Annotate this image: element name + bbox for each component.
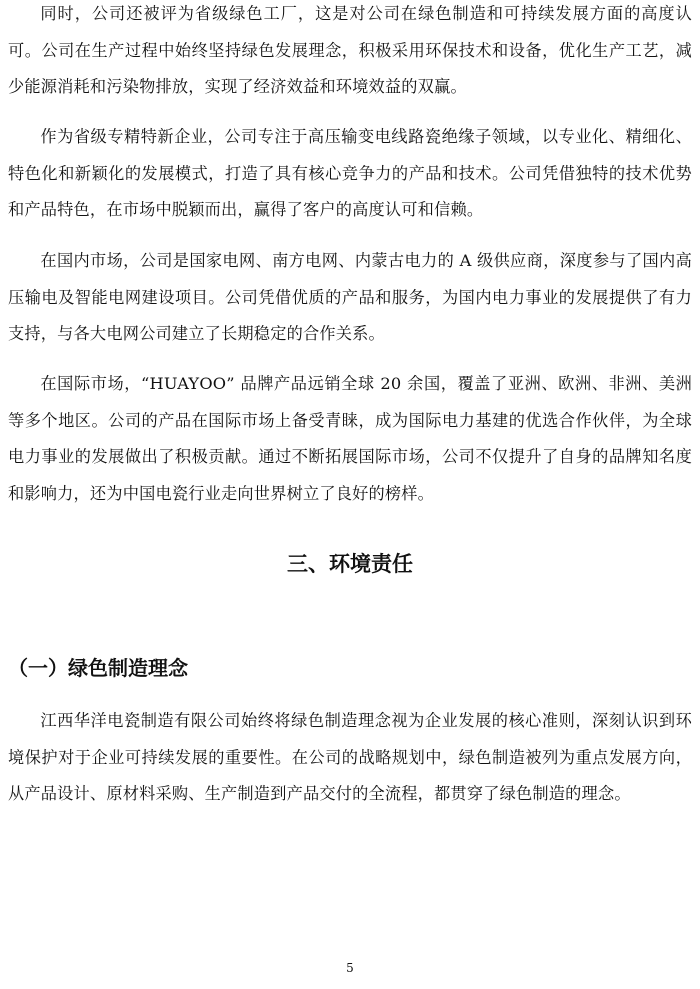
- section-heading: 三、环境责任: [287, 552, 413, 576]
- page-number: 5: [346, 961, 354, 975]
- section-paragraph: 江西华洋电瓷制造有限公司始终将绿色制造理念视为企业发展的核心准则，深刻认识到环境保护对于企业可持续发展的重要性。在公司的战略规划中，绿色制造被列为重点发展方向，从产品设计、原材料采购、生产制造到产品交付的全流程，都贯穿了绿色制造的理念。: [8, 711, 692, 803]
- body-paragraph-1: 同时，公司还被评为省级绿色工厂，这是对公司在绿色制造和可持续发展方面的高度认可。公司在生产过程中始终坚持绿色发展理念，积极采用环保技术和设备，优化生产工艺，减少能源消耗和污染物排放，实现了经济效益和环境效益的双赢。: [8, 4, 692, 96]
- subsection-heading: （一）绿色制造理念: [8, 656, 188, 680]
- body-paragraph-4: 在国际市场，“HUAYOO” 品牌产品远销全球 20 余国，覆盖了亚洲、欧洲、非洲、美洲等多个地区。公司的产品在国际市场上备受青睐，成为国际电力基建的优选合作伙伴，为全球电力事业的发展做出了积极贡献。通过不断拓展国际市场，公司不仅提升了自身的品牌知名度和影响力，还为中国电瓷行业走向世界树立了良好的榜样。: [8, 374, 692, 503]
- body-paragraph-2: 作为省级专精特新企业，公司专注于高压输变电线路瓷绝缘子领域，以专业化、精细化、特色化和新颖化的发展模式，打造了具有核心竞争力的产品和技术。公司凭借独特的技术优势和产品特色，在市场中脱颖而出，赢得了客户的高度认可和信赖。: [8, 127, 692, 219]
- body-paragraph-3: 在国内市场，公司是国家电网、南方电网、内蒙古电力的 A 级供应商，深度参与了国内高压输电及智能电网建设项目。公司凭借优质的产品和服务，为国内电力事业的发展提供了有力支持，与各大电网公司建立了长期稳定的合作关系。: [8, 251, 692, 343]
